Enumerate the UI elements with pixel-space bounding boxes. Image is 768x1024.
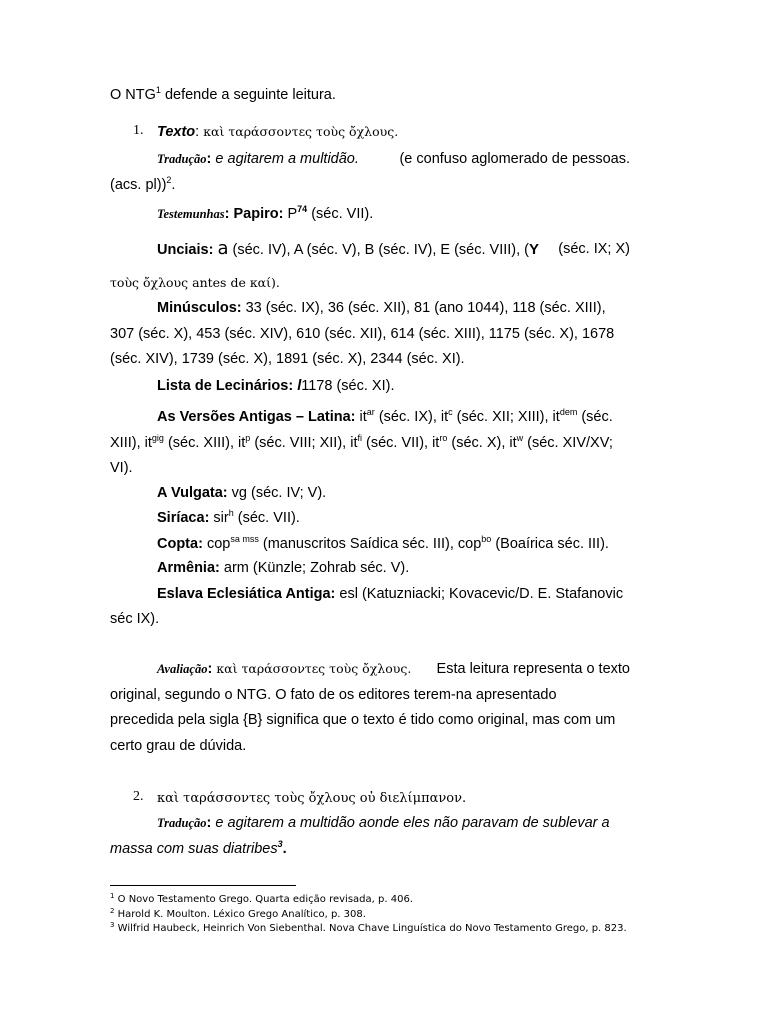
armenia-label: Armênia: (157, 560, 220, 576)
item2-greek (157, 789, 466, 808)
eslava-line: Eslava Eclesiática Antiga: esl (Katuzniacki; Kovacevic/D. E. Stafanovic (157, 586, 624, 602)
item2-traducao-line: Tradução: e agitarem a multidão aonde eles não paravam de sublevar a (157, 815, 610, 831)
footnote-ref: 1 (155, 85, 161, 95)
avaliacao-line: Avaliação: καὶ ταράσσοντες τοὺς ὄχλους. Esta leitura representa o texto (157, 661, 630, 677)
eslava-cont: séc IX). (110, 611, 160, 627)
versoes-label: As Versões Antigas – Latina: (157, 409, 356, 425)
unciais-label: Unciais: (157, 242, 214, 258)
avaliacao-line4: certo grau de dúvida. (110, 738, 247, 754)
avaliacao-line2: original, segundo o NTG. O fato de os editores terem-na apresentado (110, 687, 557, 703)
siriaca-label: Siríaca: (157, 510, 210, 526)
list-number-2: 2. (133, 789, 144, 804)
traducao-label-2: Tradução (157, 816, 207, 830)
versoes-line1: As Versões Antigas – Latina: $it^{ar}$ (séc. IX), $it^c$ (séc. XII; XIII), $it^{dem}$ (séc. (157, 407, 613, 425)
unciais-line: Unciais: a (séc. IV), A (séc. V), B (séc. IV), E (séc. VIII), (Y (séc. IX; X) (157, 238, 630, 259)
list-number-1: 1. (133, 123, 144, 138)
avaliacao-line3: precedida pela sigla {B} significa que o texto é tido como original, mas com um (110, 712, 616, 728)
greek-reading-1: καὶ ταράσσοντες τοὺς ὄχλους. (203, 124, 399, 139)
traducao-cont: (acs. pl))$^2$. (110, 175, 176, 193)
intro-line (110, 86, 336, 104)
copta-line: Copta: cop$^{sa mss}$ (manuscritos Saídica séc. III), cop$^{bo}$ (Boaírica séc. III). (157, 534, 609, 552)
armenia-line: Armênia: arm (Künzle; Zohrab séc. V). (157, 560, 410, 576)
footnote-ref: 2 (166, 175, 172, 185)
minusculos-line: Minúsculos: 33 (séc. IX), 36 (séc. XII), 81 (ano 1044), 118 (séc. XIII), (157, 300, 606, 316)
footnote-2: $^2$ Harold K. Moulton. Léxico Grego Analítico, p. 308. (110, 907, 366, 920)
traducao-line: Tradução: e agitarem a multidão. (e confuso aglomerado de pessoas. (157, 151, 630, 167)
traducao-label: Tradução (157, 152, 207, 166)
footnote-3: $^3$ Wilfrid Haubeck, Heinrich Von Siebenthal. Nova Chave Linguística do Novo Testamento Grego, p. 823. (110, 921, 627, 934)
footnote-1: $^1$ O Novo Testamento Grego. Quarta edição revisada, p. 406. (110, 892, 413, 905)
footnote-ref: 3 (277, 839, 283, 849)
minusculos-line2: 307 (séc. X), 453 (séc. XIV), 610 (séc. XII), 614 (séc. XIII), 1175 (séc. X), 1678 (110, 326, 615, 342)
testemunhas-line: Testemunhas: Papiro: $P^{74}$ (séc. VII). (157, 204, 374, 222)
versoes-line3: VI). (110, 460, 133, 476)
eslava-label: Eslava Eclesiática Antiga: (157, 586, 336, 602)
copta-label: Copta: (157, 536, 203, 552)
versoes-line2: XIII), $it^{gig}$ (séc. XIII), $it^p$ (séc. VIII; XII), $it^{fi}$ (séc. VII), $it^{ro}$ (séc. X), $it^w$ (séc. XIV/XV; (110, 433, 613, 451)
intro-rest: defende a seguinte leitura. (160, 87, 336, 103)
minusculos-line3: (séc. XIV), 1739 (séc. X), 1891 (séc. X), 2344 (séc. XI). (110, 351, 465, 367)
siriaca-line: Siríaca: sir$^h$ (séc. VII). (157, 508, 300, 526)
traducao-rest: (e confuso aglomerado de pessoas. (399, 151, 630, 167)
minusculos-label: Minúsculos: (157, 300, 242, 316)
lecionarios-line: Lista de Lecinários: l1178 (séc. XI). (157, 378, 395, 394)
lecionarios-label: Lista de Lecinários: (157, 378, 294, 394)
avaliacao-label: Avaliação (157, 662, 208, 676)
texto-label: Texto (157, 124, 196, 140)
papiro-label: Papiro: (233, 206, 284, 222)
item1-text-line: Texto: καὶ ταράσσοντες τοὺς ὄχλους. (157, 124, 399, 140)
traducao-text: e agitarem a multidão. (211, 151, 359, 167)
intro-text: O NTG (110, 87, 156, 103)
greek-reading-2: καὶ ταράσσοντες τοὺς ὄχλους οὐ διελίμπανον. (157, 791, 467, 806)
unciais-greek: τοὺς ὄχλους antes de καί). (110, 275, 280, 290)
item2-traducao-cont: massa com suas diatribes$^3$. (110, 839, 287, 857)
testemunhas-label: Testemunhas (157, 207, 225, 221)
footnote-rule (110, 885, 296, 886)
vulgata-line: A Vulgata: vg (séc. IV; V). (157, 485, 327, 501)
vulgata-label: A Vulgata: (157, 485, 228, 501)
